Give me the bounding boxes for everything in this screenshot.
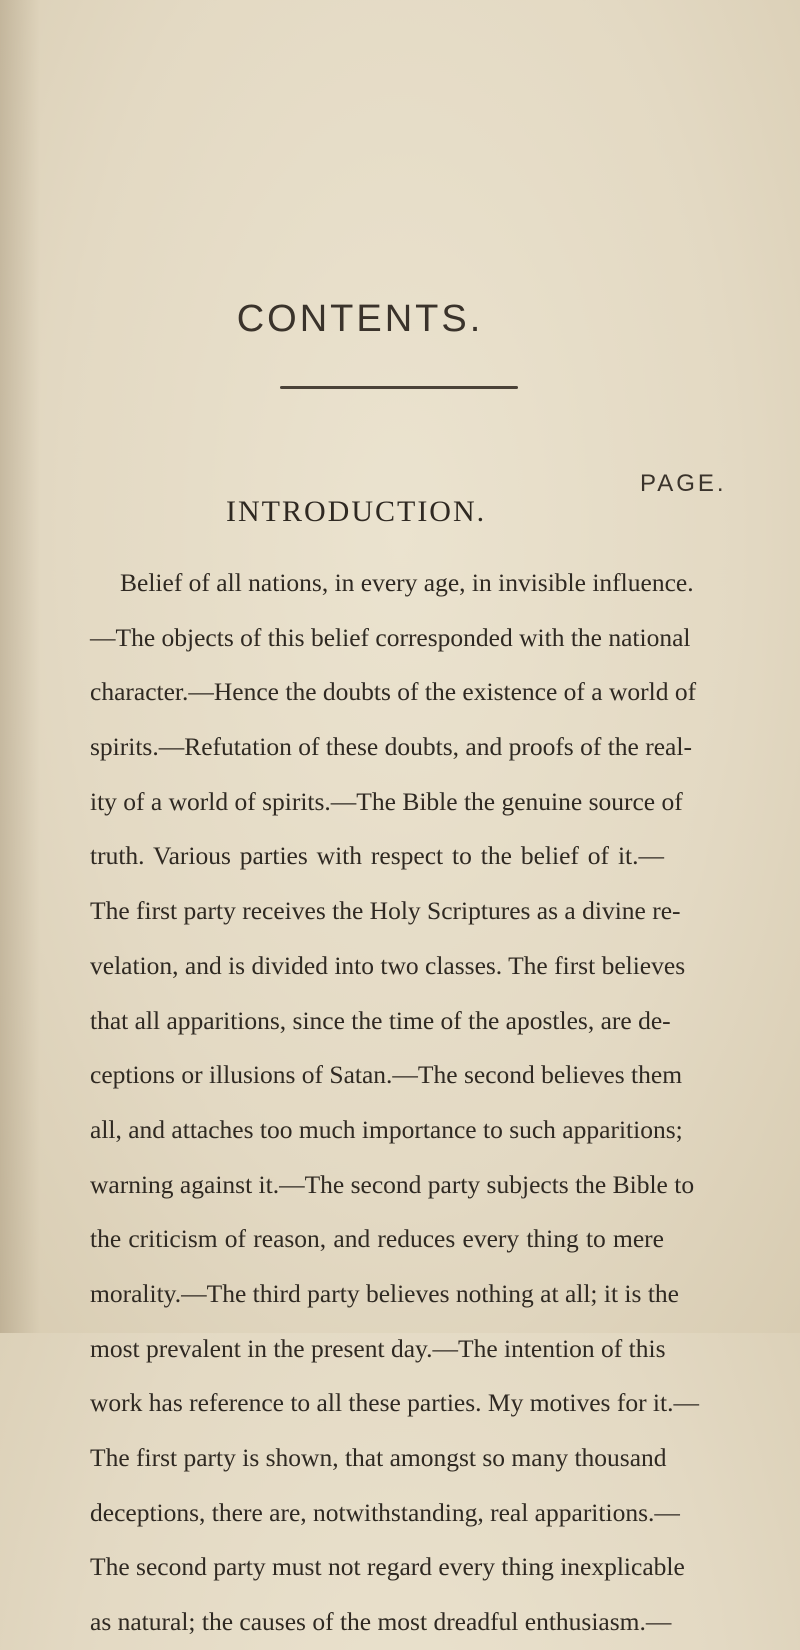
page-edge-shadow	[0, 0, 40, 1333]
body-line: deceptions, there are, notwithstanding, real apparitions.—	[90, 1497, 680, 1527]
body-line: work has reference to all these parties. My motives for it.—	[90, 1388, 699, 1418]
section-heading: INTRODUCTION.	[226, 495, 487, 528]
body-line: Belief of all nations, in every age, in invisible influence.	[120, 568, 694, 597]
body-line: The first party receives the Holy Scriptures as a divine re-	[90, 896, 681, 926]
body-line: all, and attaches too much importance to such apparitions;	[90, 1114, 683, 1144]
body-line: The second party must not regard every thing inexplicable	[90, 1552, 685, 1582]
body-line: spirits.—Refutation of these doubts, and proofs of the real-	[90, 732, 692, 762]
contents-title: CONTENTS.	[236, 298, 484, 340]
body-line: —The objects of this belief corresponded with the national	[90, 622, 691, 652]
body-line: ceptions or illusions of Satan.—The second believes them	[90, 1060, 683, 1090]
body-line: velation, and is divided into two classes. The first believes	[90, 950, 686, 980]
page-column-label: PAGE.	[640, 470, 727, 497]
body-line: warning against it.—The second party subjects the Bible to	[90, 1169, 695, 1199]
body-line: morality.—The third party believes nothing at all; it is the	[90, 1278, 679, 1308]
body-line: ity of a world of spirits.—The Bible the genuine source of	[90, 786, 683, 816]
body-line: character.—Hence the doubts of the existence of a world of	[90, 677, 697, 707]
contents-body	[90, 556, 699, 1650]
body-line: the criticism of reason, and reduces every thing to mere	[90, 1224, 664, 1254]
body-line: truth. Various parties with respect to the belief of it.—	[90, 841, 664, 871]
body-line: most prevalent in the present day.—The intention of this	[90, 1333, 666, 1363]
body-line: as natural; the causes of the most dreadful enthusiasm.—	[90, 1607, 672, 1637]
body-line: The first party is shown, that amongst so many thousand	[90, 1443, 667, 1472]
title-rule	[280, 386, 518, 389]
body-line: that all apparitions, since the time of the apostles, are de-	[90, 1005, 671, 1035]
